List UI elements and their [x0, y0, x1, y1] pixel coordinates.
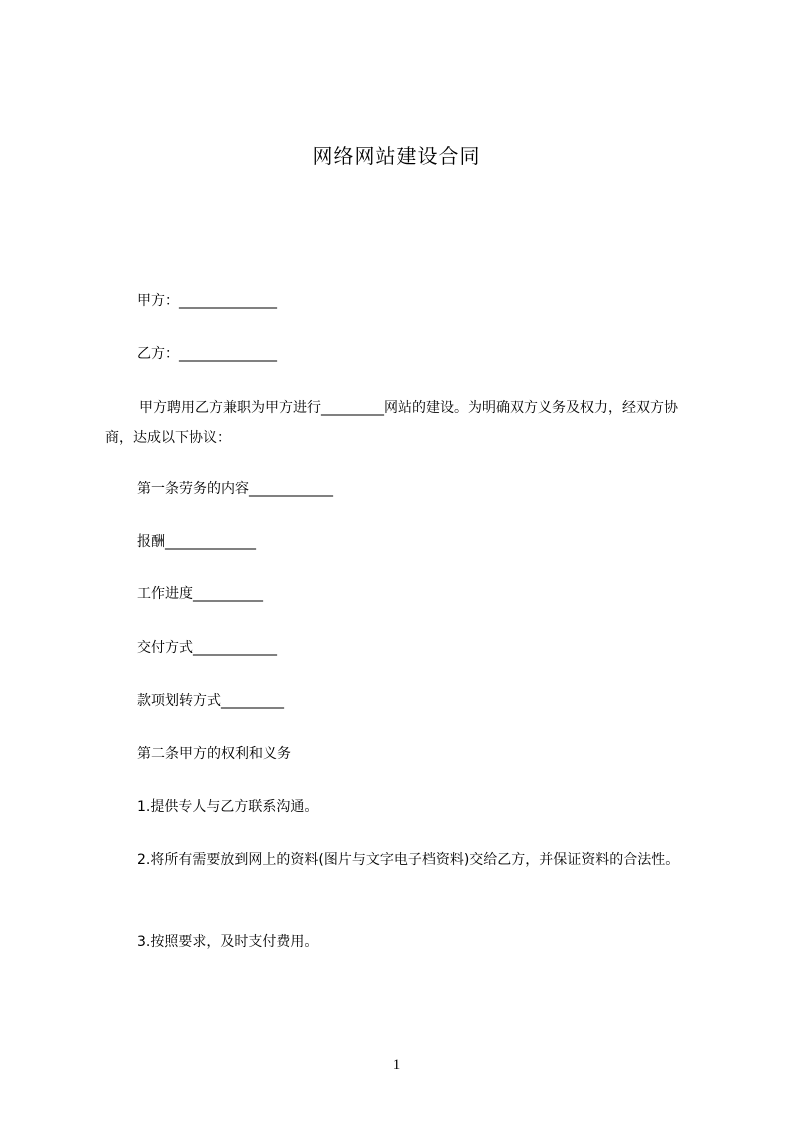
payment-method-line: 款项划转方式_________: [137, 693, 284, 709]
remuneration-line: 报酬_____________: [137, 534, 256, 550]
document-title: 网络网站建设合同: [312, 144, 481, 168]
article-2-item-2: 2.将所有需要放到网上的资料(图片与文字电子档资料)交给乙方，并保证资料的合法性。: [137, 852, 680, 868]
party-b-line: 乙方：______________: [137, 346, 277, 362]
intro-paragraph: 甲方聘用乙方兼职为甲方进行_________网站的建设。为明确双方义务及权力，经双方协商，达成以下协议：: [105, 400, 678, 446]
page-number: 1: [392, 1057, 401, 1073]
progress-line: 工作进度__________: [137, 586, 263, 602]
article-2-heading: 第二条甲方的权利和义务: [137, 746, 291, 762]
article-2-item-3: 3.按照要求，及时支付费用。: [137, 934, 319, 950]
delivery-line: 交付方式____________: [137, 640, 277, 656]
article-1-heading: 第一条劳务的内容____________: [137, 481, 333, 497]
article-2-item-1: 1.提供专人与乙方联系沟通。: [137, 799, 319, 815]
party-a-line: 甲方：______________: [137, 293, 277, 309]
